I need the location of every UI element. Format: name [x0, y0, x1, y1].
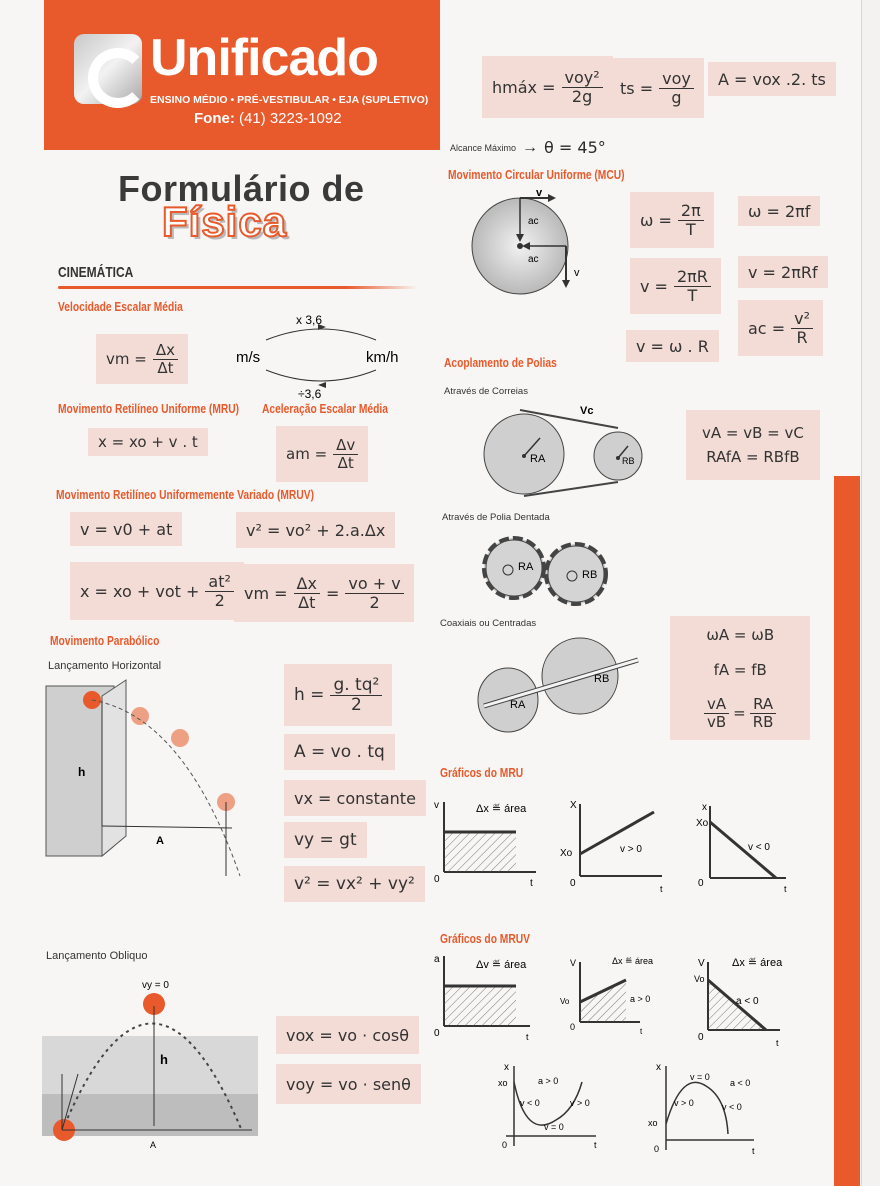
formula-correias	[686, 410, 820, 480]
denominator: 2	[350, 694, 362, 715]
mru-graphs	[430, 796, 810, 896]
svg-text:X: X	[570, 800, 577, 811]
denominator: g	[671, 87, 682, 107]
svg-text:a < 0: a < 0	[736, 996, 759, 1007]
heading-velocidade-media: Velocidade Escalar Média	[58, 300, 183, 314]
svg-text:Vo: Vo	[560, 997, 570, 1006]
formula-hmax	[482, 56, 613, 118]
formula-horizontal-vx: vx = constante	[284, 780, 426, 816]
formula-mruv-2: v² = vo² + 2.a.Δx	[236, 512, 395, 548]
denominator: Δt	[298, 592, 316, 612]
divider	[58, 286, 418, 289]
formula-v-omega: v = ω . R	[626, 330, 719, 362]
svg-text:RA: RA	[518, 561, 534, 573]
conv-mult: x 3,6	[296, 313, 323, 327]
label-dentada: Através de Polia Dentada	[442, 512, 550, 523]
denominator: vB	[707, 712, 727, 731]
svg-text:RB: RB	[582, 569, 598, 581]
svg-text:Vc: Vc	[580, 405, 594, 417]
fraction	[330, 676, 382, 714]
fraction	[153, 342, 178, 376]
svg-text:v > 0: v > 0	[674, 1098, 694, 1108]
side-accent-bar	[834, 476, 860, 1186]
heading-graficos-mruv: Gráficos do MRUV	[440, 932, 530, 946]
svg-text:a > 0: a > 0	[538, 1076, 559, 1086]
svg-text:RB: RB	[622, 456, 635, 466]
svg-text:Δx ≝ área: Δx ≝ área	[476, 803, 527, 815]
heading-mcu: Movimento Circular Uniforme (MCU)	[448, 168, 625, 182]
formula-ts	[610, 58, 704, 118]
denominator: RB	[752, 712, 774, 731]
denominator: R	[796, 327, 808, 347]
formula-lhs: hmáx =	[492, 77, 556, 97]
svg-text:t: t	[594, 1140, 597, 1150]
svg-text:t: t	[530, 878, 533, 889]
numerator: voy²	[562, 69, 603, 88]
formula-coaxiais	[670, 616, 810, 740]
numerator: vo + v	[345, 575, 403, 594]
svg-text:v < 0: v < 0	[722, 1102, 742, 1112]
denominator: 2g	[571, 86, 593, 106]
formula-line: fA = fB	[713, 660, 767, 679]
formula-mruv-1: v = v0 + at	[70, 512, 182, 546]
label-lancamento-obliquo: Lançamento Obliquo	[46, 950, 148, 962]
unificado-logo-icon	[74, 34, 142, 104]
arrow-right-icon: →	[522, 138, 539, 156]
svg-text:a: a	[434, 954, 440, 965]
svg-text:t: t	[752, 1146, 755, 1156]
section-heading-cinematica: CINEMÁTICA	[58, 264, 134, 281]
svg-text:v > 0: v > 0	[570, 1098, 590, 1108]
numerator: voy	[659, 70, 694, 89]
coaxial-pulley-diagram	[470, 636, 650, 736]
svg-text:0: 0	[570, 1022, 576, 1032]
numerator: v²	[791, 310, 813, 329]
svg-text:v = 0: v = 0	[690, 1072, 710, 1082]
formula-lhs: v =	[640, 276, 668, 296]
svg-text:h: h	[78, 765, 86, 779]
svg-text:t: t	[640, 1027, 643, 1036]
svg-text:v: v	[434, 800, 439, 811]
label-correias: Através de Correias	[444, 386, 528, 397]
svg-text:xo: xo	[498, 1078, 508, 1088]
heading-graficos-mru: Gráficos do MRU	[440, 766, 524, 780]
svg-text:0: 0	[698, 878, 704, 889]
svg-text:x: x	[656, 1062, 661, 1073]
formula-horizontal-A: A = vo . tq	[284, 734, 395, 770]
unit-right: km/h	[366, 349, 399, 366]
svg-text:ac: ac	[528, 216, 539, 227]
page-title-line1: Formulário de	[118, 168, 365, 209]
numerator: Δx	[294, 575, 320, 594]
conv-div: ÷3,6	[298, 387, 322, 400]
svg-text:0: 0	[698, 1032, 704, 1043]
formula-velocidade-media	[96, 334, 188, 384]
fraction	[333, 437, 358, 471]
formula-line: $\frac{vA}{vB}$ = $\frac{RA}{RB}$	[704, 696, 776, 730]
alcance-label: Alcance Máximo	[450, 142, 517, 153]
formula-ac	[738, 300, 823, 356]
denominator: Δt	[337, 453, 354, 472]
oblique-launch-diagram	[42, 966, 272, 1156]
formula-omega-T	[630, 192, 714, 248]
svg-text:xo: xo	[648, 1118, 658, 1128]
svg-text:Xo: Xo	[560, 848, 573, 859]
fraction	[674, 268, 711, 304]
svg-text:Vo: Vo	[694, 974, 705, 984]
svg-text:v = 0: v = 0	[544, 1122, 564, 1132]
svg-text:Δv ≝ área: Δv ≝ área	[476, 959, 527, 971]
label-lancamento-horizontal: Lançamento Horizontal	[48, 660, 162, 672]
svg-text:Δx ≝ área: Δx ≝ área	[612, 956, 654, 966]
fraction	[791, 310, 813, 346]
formula-lhs: ts =	[620, 78, 654, 98]
svg-text:ac: ac	[528, 254, 539, 265]
heading-aceleracao: Aceleração Escalar Média	[262, 402, 388, 416]
formula-line: vA = vB = vC	[702, 424, 804, 442]
formula-vox: vox = vo · cosθ	[276, 1016, 419, 1054]
svg-text:a < 0: a < 0	[730, 1078, 751, 1088]
formula-line: ωA = ωB	[706, 625, 775, 644]
svg-text:vy = 0: vy = 0	[142, 980, 169, 991]
svg-text:0: 0	[654, 1144, 660, 1154]
svg-text:v < 0: v < 0	[520, 1098, 540, 1108]
formula-voy: voy = vo · senθ	[276, 1064, 421, 1104]
belt-pulley-diagram	[468, 398, 668, 498]
formula-aceleracao	[276, 426, 368, 482]
phone-label: Fone:	[194, 110, 235, 127]
svg-text:Xo: Xo	[696, 818, 709, 829]
svg-text:t: t	[660, 884, 663, 894]
fraction	[750, 696, 777, 730]
svg-text:v: v	[574, 267, 580, 279]
phone	[194, 110, 342, 127]
fraction	[294, 575, 320, 611]
svg-text:x: x	[504, 1062, 509, 1073]
svg-text:t: t	[784, 884, 787, 894]
svg-text:v: v	[536, 190, 543, 199]
gear-pulley-diagram	[468, 526, 638, 612]
numerator: g. tq²	[330, 676, 382, 696]
svg-text:a > 0: a > 0	[630, 994, 651, 1004]
heading-mruv: Movimento Retilíneo Uniformemente Variado (MRUV)	[56, 488, 314, 502]
svg-text:v < 0: v < 0	[748, 842, 770, 853]
unit-left: m/s	[236, 349, 261, 366]
denominator: T	[685, 219, 696, 239]
heading-parabolico: Movimento Parabólico	[50, 634, 160, 648]
numerator: vA	[704, 696, 729, 714]
formula-lhs: vm =	[244, 583, 288, 603]
formula-v-T	[630, 258, 721, 314]
svg-text:x: x	[702, 802, 707, 813]
denominator: 2	[214, 590, 225, 610]
svg-text:A: A	[150, 1140, 157, 1150]
svg-text:0: 0	[502, 1140, 508, 1150]
numerator: at²	[205, 573, 234, 592]
formula-mru: x = xo + v . t	[88, 428, 208, 456]
numerator: 2πR	[674, 268, 711, 287]
header-banner	[44, 0, 440, 150]
horizontal-launch-diagram	[44, 676, 264, 892]
formula-horizontal-v2: v² = vx² + vy²	[284, 866, 425, 902]
formula-alcance: A = vox .2. ts	[708, 62, 836, 96]
page-title-line2: Física	[162, 198, 288, 245]
svg-text:V: V	[570, 958, 577, 968]
fraction	[704, 696, 729, 730]
formula-lhs: x = xo + vot +	[80, 581, 200, 601]
svg-text:h: h	[160, 1052, 168, 1067]
svg-text:V: V	[698, 958, 705, 969]
svg-text:v > 0: v > 0	[620, 844, 642, 855]
mruv-graphs-row2	[496, 1060, 796, 1160]
numerator: Δv	[333, 437, 358, 455]
svg-text:0: 0	[570, 878, 576, 889]
heading-mru: Movimento Retilíneo Uniforme (MRU)	[58, 402, 240, 416]
formula-lhs: h =	[294, 685, 325, 705]
alcance-value: θ = 45°	[544, 138, 606, 157]
svg-text:t: t	[776, 1038, 779, 1046]
denominator: Δt	[157, 358, 174, 377]
mcu-diagram	[470, 190, 590, 300]
formula-omega-f: ω = 2πf	[738, 196, 820, 226]
formula-horizontal-h	[284, 664, 392, 726]
formula-mruv-4: vm = $\frac{\Delta x}{\Delta t}$ = $\frac{vo + v}{2}$	[234, 564, 414, 622]
tagline: ENSINO MÉDIO • PRÉ-VESTIBULAR • EJA (SUPLETIVO)	[150, 94, 429, 106]
formula-mruv-3	[70, 562, 244, 620]
svg-text:Δx ≝ área: Δx ≝ área	[732, 957, 783, 969]
denominator: 2	[369, 592, 380, 612]
svg-text:RB: RB	[594, 673, 610, 685]
mruv-graphs-row1	[430, 950, 810, 1046]
formula-lhs: am =	[286, 445, 328, 463]
fraction	[205, 573, 234, 609]
formula-lhs: ω =	[640, 210, 672, 230]
brand-name: Unificado	[150, 29, 378, 87]
unit-conversion-diagram	[226, 310, 416, 400]
label-coaxiais: Coaxiais ou Centradas	[440, 618, 537, 629]
numerator: 2π	[678, 202, 704, 221]
formula-v-f: v = 2πRf	[738, 256, 828, 288]
svg-text:A: A	[156, 835, 164, 847]
formula-lhs: vm =	[106, 350, 147, 368]
formula-lhs: ac =	[748, 318, 786, 338]
heading-polias: Acoplamento de Polias	[444, 356, 557, 370]
numerator: RA	[750, 696, 776, 714]
svg-text:0: 0	[434, 1028, 440, 1039]
formula-horizontal-vy: vy = gt	[284, 822, 367, 858]
fraction	[562, 69, 603, 105]
fraction	[659, 70, 694, 106]
svg-text:0: 0	[434, 874, 440, 885]
formula-line: RAfA = RBfB	[706, 448, 800, 466]
fraction	[345, 575, 403, 611]
svg-text:RA: RA	[530, 453, 546, 465]
svg-text:t: t	[526, 1032, 529, 1042]
fraction	[678, 202, 704, 238]
denominator: T	[687, 285, 698, 305]
alcance-maximo	[450, 138, 606, 157]
numerator: Δx	[153, 342, 178, 360]
svg-text:RA: RA	[510, 699, 526, 711]
phone-number: (41) 3223-1092	[239, 110, 342, 127]
